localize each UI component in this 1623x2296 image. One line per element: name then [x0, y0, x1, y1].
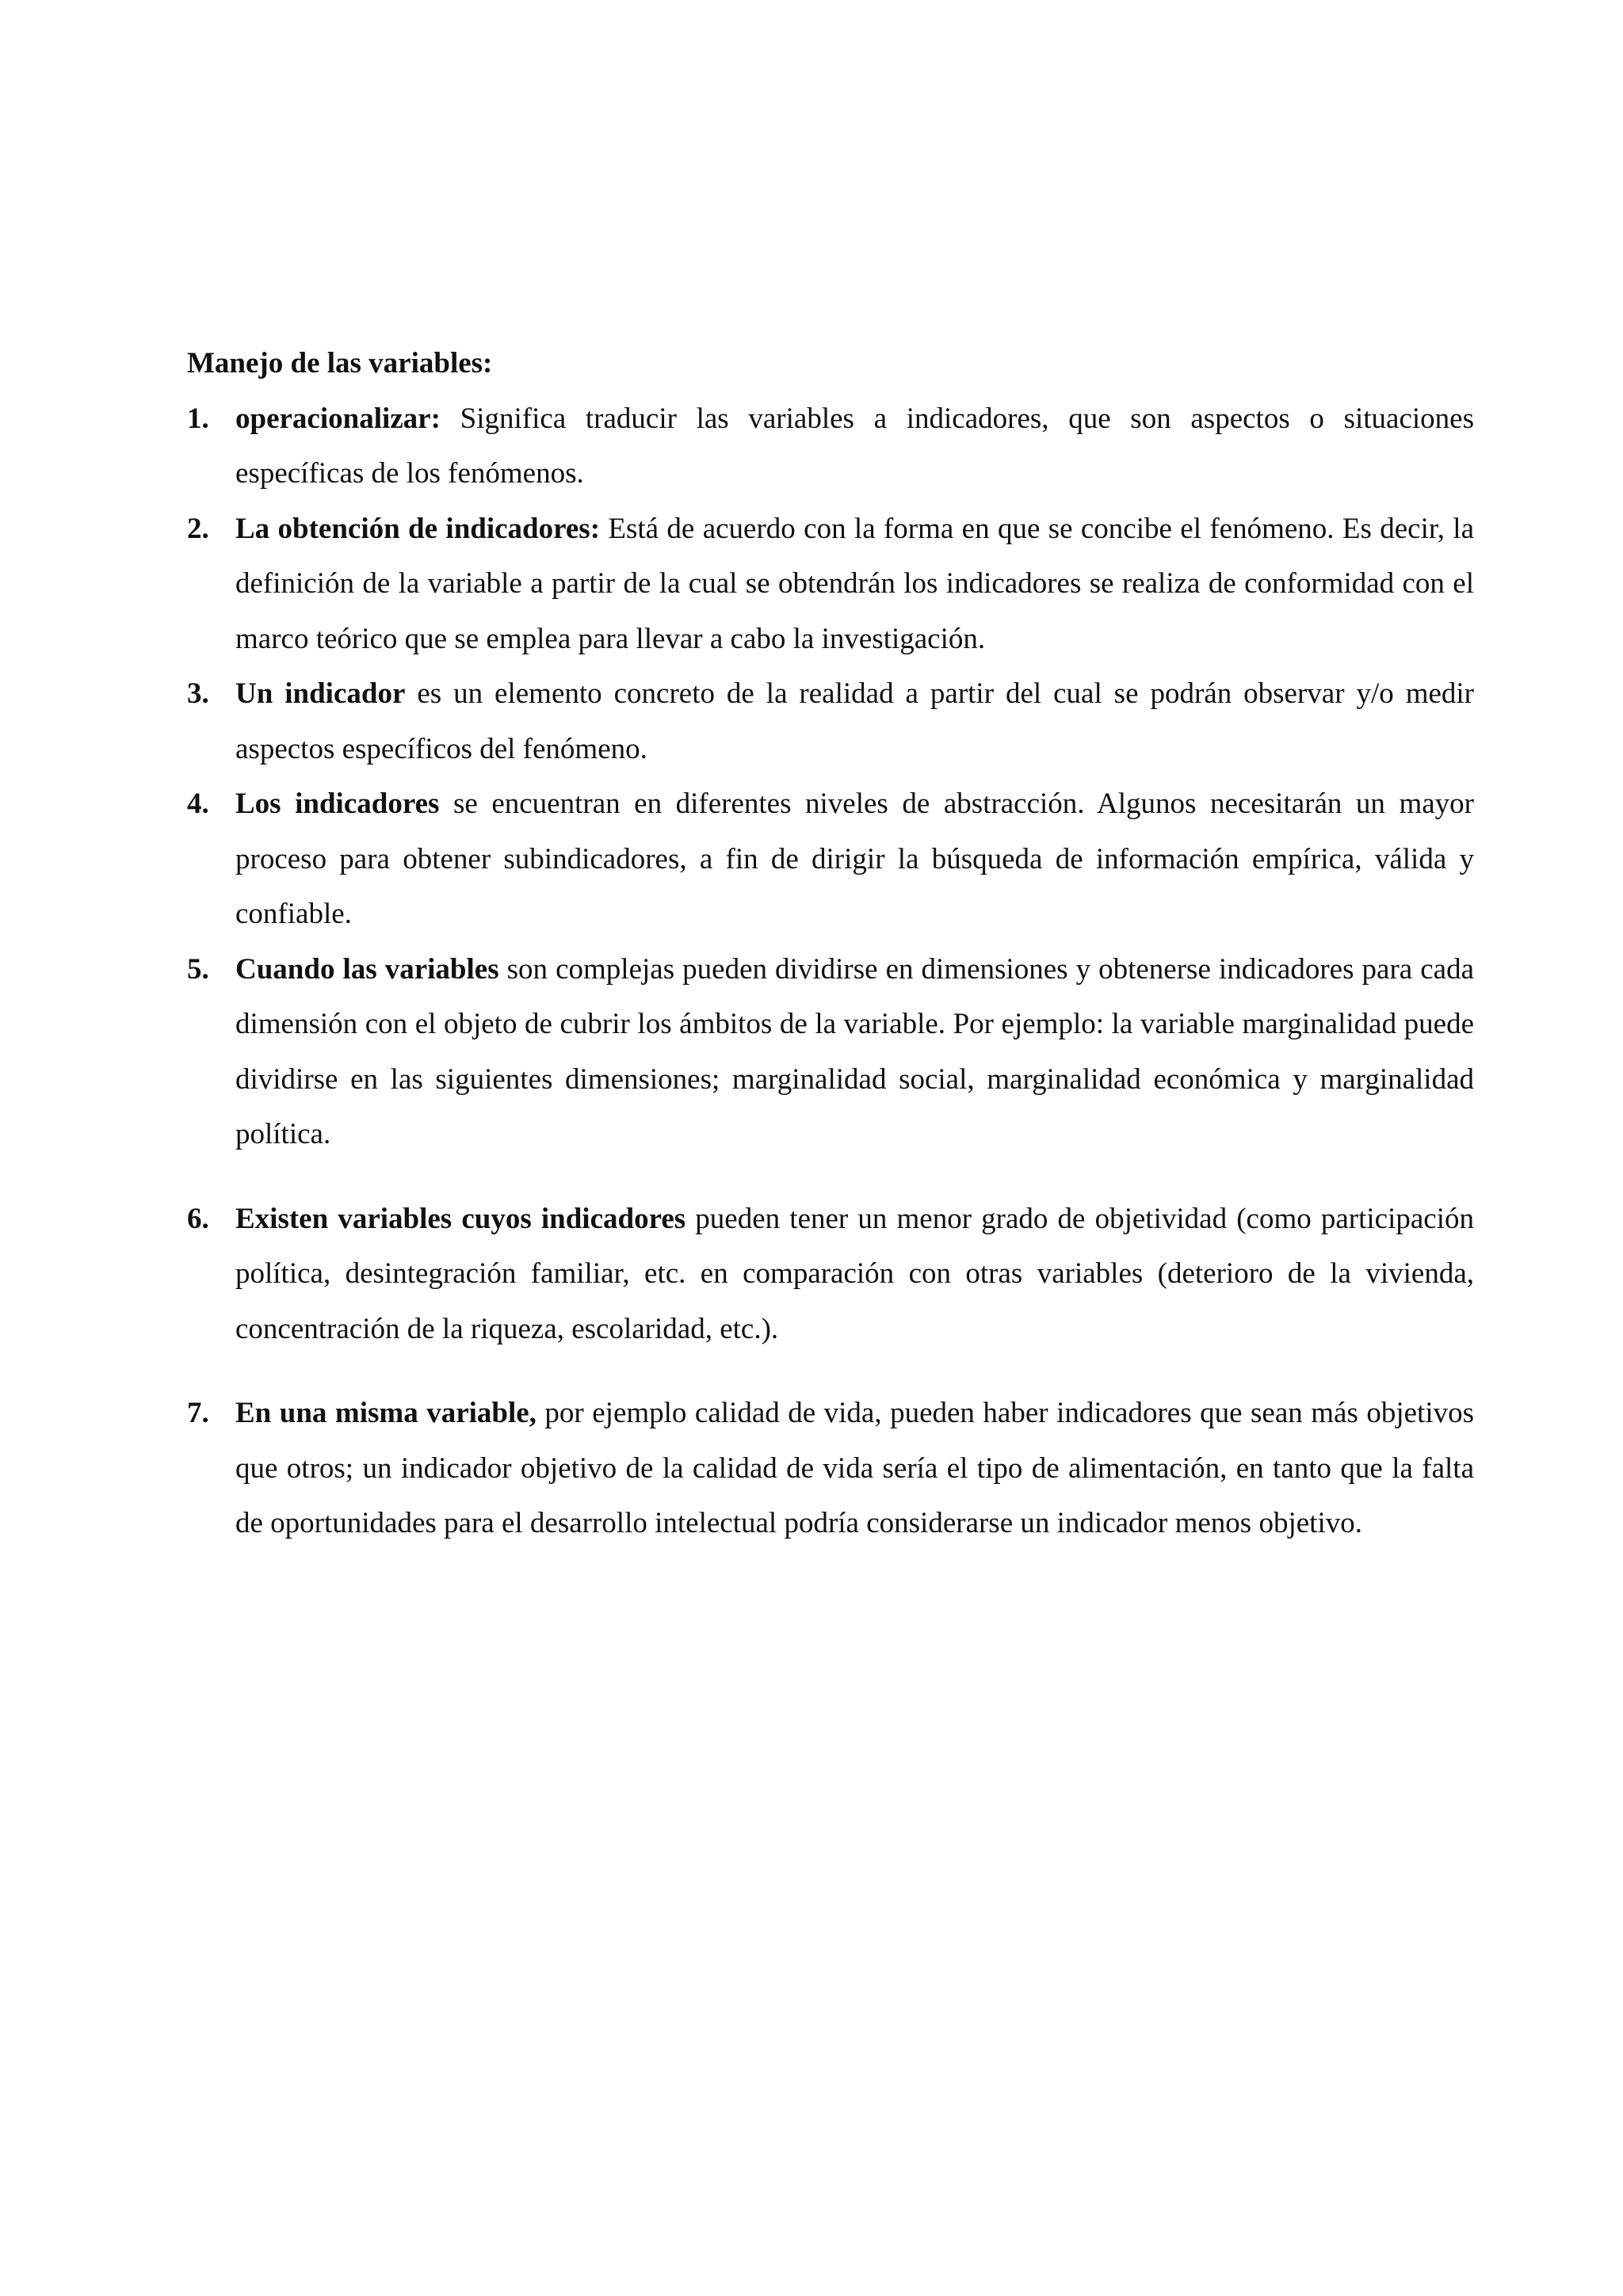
item-text: son complejas pueden dividirse en dimensiones y obtenerse indicadores para cada dimensión con el objeto de cubrir los ámbitos de la variable. Por ejemplo: la variable marginalidad puede dividirse en las siguientes dimensiones; marginalidad social, marginalidad económica y marginalidad política. [235, 952, 1474, 1150]
item-lead: En una misma variable, [235, 1397, 537, 1429]
item-lead: Los indicadores [235, 788, 440, 820]
list-item-7 [187, 1386, 1474, 1551]
item-lead: La obtención de indicadores: [235, 512, 601, 545]
item-number: 2. [187, 512, 209, 545]
list-item-6 [187, 1192, 1474, 1357]
section-heading: Manejo de las variables: [187, 347, 493, 379]
item-number: 4. [187, 788, 209, 820]
list-item-1 [187, 391, 1474, 502]
item-text: Está de acuerdo con la forma en que se concibe el fenómeno. Es decir, la definición de la variable a partir de la cual se obtendrán los indicadores se realiza de conformidad con el marco teórico que se emplea para llevar a cabo la investigación. [235, 512, 1475, 655]
item-text: por ejemplo calidad de vida, pueden haber indicadores que sean más objetivos que otros; un indicador objetivo de la calidad de vida sería el tipo de alimentación, en tanto que la falta de oportunidades para el desarrollo intelectual podría considerarse un indicador menos objetivo. [235, 1397, 1474, 1539]
item-lead: Un indicador [235, 677, 406, 710]
item-lead: operacionalizar: [235, 402, 441, 435]
item-text: se encuentran en diferentes niveles de abstracción. Algunos necesitarán un mayor proceso para obtener subindicadores, a fin de dirigir la búsqueda de información empírica, válida y confiable. [235, 788, 1474, 930]
item-lead: Cuando las variables [235, 952, 499, 986]
numbered-list [187, 391, 1474, 1551]
item-number: 6. [187, 1202, 209, 1235]
item-number: 3. [187, 677, 209, 710]
item-number: 7. [187, 1397, 209, 1429]
item-lead: Existen variables cuyos indicadores [235, 1202, 686, 1235]
item-number: 5. [187, 952, 209, 986]
list-item-5 [187, 942, 1474, 1162]
item-text: es un elemento concreto de la realidad a partir del cual se podrán observar y/o medir aspectos específicos del fenómeno. [235, 677, 1474, 765]
item-text: pueden tener un menor grado de objetividad (como participación política, desintegración familiar, etc. en comparación con otras variables (deterioro de la vivienda, concentración de la riqueza, escolaridad, etc.). [235, 1202, 1474, 1345]
item-text: Significa traducir las variables a indicadores, que son aspectos o situaciones específicas de los fenómenos. [235, 402, 1474, 490]
list-item-3 [187, 666, 1474, 776]
list-item-2 [187, 502, 1474, 667]
list-item-4 [187, 776, 1474, 942]
document-body [187, 336, 1474, 1551]
item-number: 1. [187, 402, 209, 435]
